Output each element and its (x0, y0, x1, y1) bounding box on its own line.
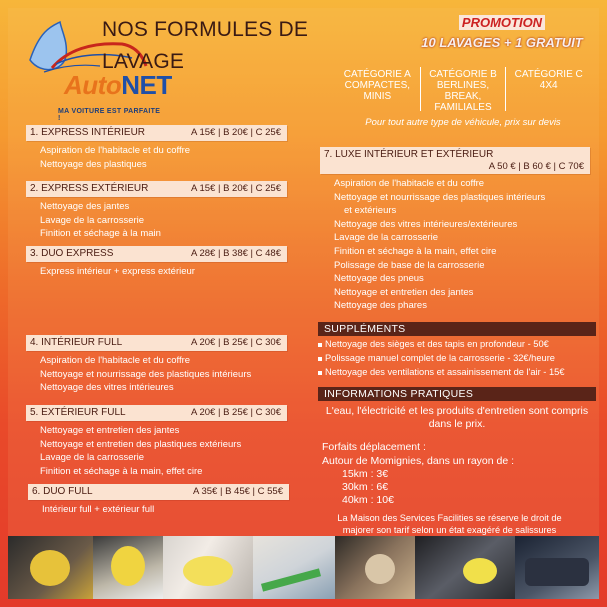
formula-price: A 20€ | B 25€ | C 30€ (191, 337, 281, 348)
formula-header: 3. DUO EXPRESS A 28€ | B 38€ | C 48€ (26, 246, 287, 262)
photo-window-squeegee (253, 536, 335, 599)
list-item: Aspiration de l'habitacle et du coffre (40, 355, 191, 366)
category-c: CATÉGORIE C 4X4 (514, 69, 583, 91)
formula-header: 7. LUXE INTÉRIEUR ET EXTÉRIEUR A 50 € | B 60 € | C 70€ (320, 147, 590, 174)
photo-hand-wash (335, 536, 415, 599)
list-item: Express intérieur + express extérieur (40, 266, 195, 277)
formula-exterieur-full (26, 405, 287, 478)
distance-item: 30km : 6€ (342, 481, 389, 494)
list-item: Aspiration de l'habitacle et du coffre (334, 178, 485, 189)
bullet-icon (318, 343, 322, 347)
formula-header: 4. INTÉRIEUR FULL A 20€ | B 25€ | C 30€ (26, 335, 287, 351)
formula-header: 2. EXPRESS EXTÉRIEUR A 15€ | B 20€ | C 25€ (26, 181, 287, 197)
photo-interior-cleaning (163, 536, 253, 599)
list-item: Aspiration de l'habitacle et du coffre (40, 145, 191, 156)
logo-wordmark: AutoNET (64, 70, 172, 100)
photo-strip (8, 536, 599, 599)
info-travel-from: Autour de Momignies, dans un rayon de : (322, 454, 515, 467)
list-item: Nettoyage des vitres intérieures/extérieures (334, 218, 518, 230)
photo-glove-cleaning (93, 536, 163, 599)
supplements-heading: SUPPLÉMENTS (318, 322, 596, 336)
formula-price: A 15€ | B 20€ | C 25€ (191, 183, 281, 194)
photo-sponge-wheel (8, 536, 93, 599)
formula-price: A 35€ | B 45€ | C 55€ (193, 486, 283, 497)
distance-item: 40km : 10€ (342, 494, 394, 507)
list-item: Finition et séchage à la main, effet cire (40, 465, 203, 477)
disclaimer: La Maison des Services Facilities se réserve le droit de majorer son tarif selon un état exagéré de salissures (337, 513, 562, 535)
bullet-icon (318, 357, 322, 361)
list-item: Nettoyage des plastiques (40, 158, 147, 170)
formula-luxe (320, 147, 590, 313)
info-heading: INFORMATIONS PRATIQUES (318, 387, 596, 401)
formula-duo-full (28, 484, 289, 517)
distance-item: 15km : 3€ (342, 467, 389, 480)
bullet-icon (318, 371, 322, 375)
formula-price: A 28€ | B 38€ | C 48€ (191, 248, 281, 259)
formula-interieur-full (26, 335, 287, 395)
category-b: CATÉGORIE B BERLINES, BREAK, FAMILIALES (421, 67, 507, 111)
photo-car-wash (515, 536, 599, 599)
category-a: CATÉGORIE A COMPACTES, MINIS (335, 67, 421, 111)
formula-price: A 20€ | B 25€ | C 30€ (191, 407, 281, 418)
supplement-item: Nettoyage des ventilations et assainissement de l'air - 15€ (318, 366, 598, 379)
formula-price: A 50 € | B 60 € | C 70€ (488, 161, 584, 172)
list-item: Nettoyage des phares (334, 300, 427, 312)
promotion-offer: 10 LAVAGES + 1 GRATUIT (421, 35, 583, 50)
list-item: Nettoyage et entretien des plastiques extérieurs (40, 438, 242, 450)
list-item: Nettoyage et nourrissage des plastiques intérieurs (334, 191, 546, 203)
list-item: Polissage de base de la carrosserie (334, 259, 485, 271)
list-item: Intérieur full + extérieur full (42, 504, 155, 515)
list-item: Nettoyage des jantes (40, 201, 130, 212)
formula-duo-express (26, 246, 287, 279)
info-included: L'eau, l'électricité et les produits d'entretien sont compris dans le prix. (325, 405, 589, 431)
formula-express-exterieur (26, 181, 287, 241)
list-item: Nettoyage et entretien des jantes (40, 425, 180, 436)
formula-express-interieur (26, 125, 287, 171)
formula-header: 5. EXTÉRIEUR FULL A 20€ | B 25€ | C 30€ (26, 405, 287, 421)
promotion-label: PROMOTION (459, 15, 545, 30)
info-travel-heading: Forfaits déplacement : (322, 441, 426, 454)
category-legend (335, 67, 591, 111)
supplement-item: Nettoyage des sièges et des tapis en profondeur - 50€ (318, 338, 598, 351)
list-item: Nettoyage des pneus (334, 273, 424, 285)
supplement-item: Polissage manuel complet de la carrosserie - 32€/heure (318, 352, 598, 365)
list-item: Finition et séchage à la main (40, 228, 161, 240)
page-title: NOS FORMULES DE LAVAGE (102, 18, 309, 73)
info-block (322, 405, 592, 507)
formula-header: 6. DUO FULL A 35€ | B 45€ | C 55€ (28, 484, 289, 500)
photo-car-polish (415, 536, 515, 599)
category-note: Pour tout autre type de véhicule, prix sur devis (365, 117, 561, 128)
list-item: Finition et séchage à la main, effet cire (334, 245, 497, 257)
list-item: Nettoyage des vitres intérieures (40, 382, 174, 394)
list-item: Lavage de la carrosserie (40, 452, 145, 464)
logo-tagline: MA VOITURE EST PARFAITE ! (58, 108, 161, 122)
formula-header: 1. EXPRESS INTÉRIEUR A 15€ | B 20€ | C 25€ (26, 125, 287, 141)
list-item: Lavage de la carrosserie (334, 232, 439, 244)
list-item: Nettoyage et nourrissage des plastiques intérieurs (40, 368, 252, 380)
formula-price: A 15€ | B 20€ | C 25€ (191, 127, 281, 138)
list-item: Nettoyage et entretien des jantes (334, 286, 474, 298)
list-item: et extérieurs (344, 205, 397, 217)
promotion-banner (412, 14, 592, 51)
list-item: Lavage de la carrosserie (40, 214, 145, 226)
